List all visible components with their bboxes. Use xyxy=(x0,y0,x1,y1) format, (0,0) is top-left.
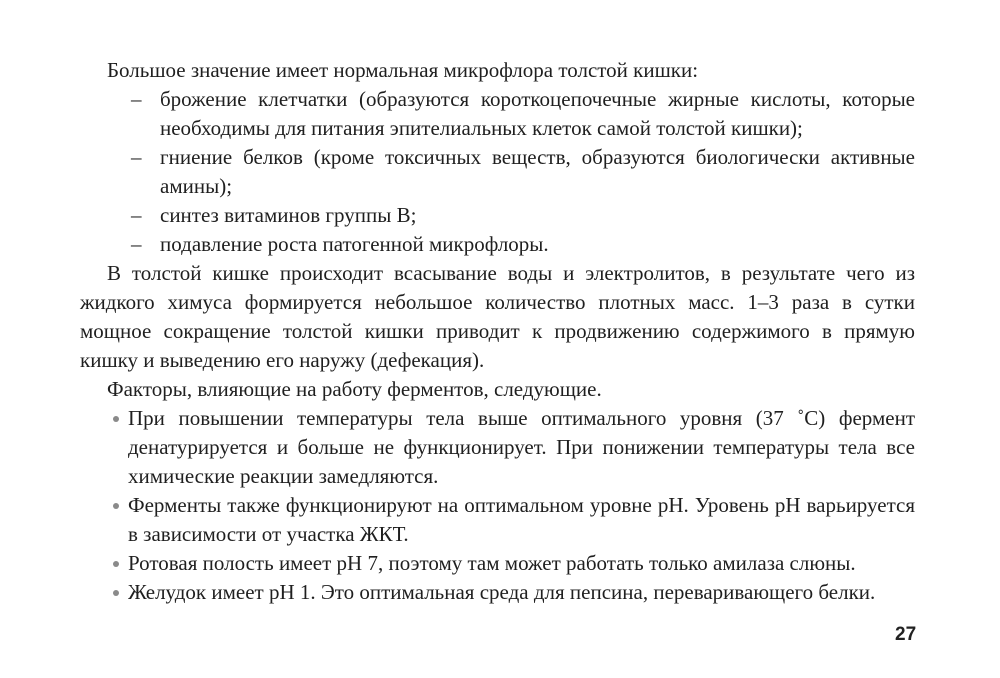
bullet-icon xyxy=(113,503,119,509)
bullet-icon xyxy=(113,590,119,596)
dash-marker: – xyxy=(131,87,142,111)
list-item-text: Ротовая полость имеет рН 7, поэтому там может работать только амилаза слюны. xyxy=(128,551,856,575)
dash-marker: – xyxy=(131,232,142,256)
list-item-text: синтез витаминов группы В; xyxy=(160,203,417,227)
list-item-text: Желудок имеет рН 1. Это оптимальная среда для пепсина, переваривающего белки. xyxy=(128,580,876,604)
enzyme-factors-list xyxy=(80,404,915,607)
list-item xyxy=(80,491,915,549)
bullet-icon xyxy=(113,561,119,567)
dash-marker: – xyxy=(131,203,142,227)
list-item-text: гниение белков (кроме токсичных веществ, образуются биологически активные амины); xyxy=(160,145,915,198)
list-item xyxy=(80,201,915,230)
page-content xyxy=(80,56,915,607)
bullet-icon xyxy=(113,416,119,422)
list-item-text: подавление роста патогенной микрофлоры. xyxy=(160,232,549,256)
absorption-paragraph: В толстой кишке происходит всасывание воды и электролитов, в результате чего из жидкого химуса формируется небольшое количество плотных масс. 1–3 раза в сутки мощное сокращение толстой кишки приводит к продвижению содержимого в прямую кишку и выведению его наружу (дефекация). xyxy=(80,261,915,372)
list-item xyxy=(80,230,915,259)
list-item xyxy=(80,549,915,578)
list-item xyxy=(80,578,915,607)
list-item xyxy=(80,143,915,201)
page-number: 27 xyxy=(895,624,917,645)
factors-intro-paragraph: Факторы, влияющие на работу ферментов, следующие. xyxy=(107,377,602,401)
microflora-list xyxy=(80,85,915,259)
list-item-text: брожение клетчатки (образуются короткоцепочечные жирные кислоты, которые необходимы для питания эпителиальных клеток самой толстой кишки); xyxy=(160,87,915,140)
list-item-text: Ферменты также функционируют на оптимальном уровне рН. Уровень рН варьируется в зависимости от участка ЖКТ. xyxy=(128,493,915,546)
dash-marker: – xyxy=(131,145,142,169)
list-item xyxy=(80,404,915,491)
list-item-text: При повышении температуры тела выше оптимального уровня (37 ˚С) фермент денатурируется и больше не функционирует. При понижении температуры тела все химические реакции замедляются. xyxy=(128,406,915,488)
list-item xyxy=(80,85,915,143)
intro-paragraph: Большое значение имеет нормальная микрофлора толстой кишки: xyxy=(107,58,699,82)
